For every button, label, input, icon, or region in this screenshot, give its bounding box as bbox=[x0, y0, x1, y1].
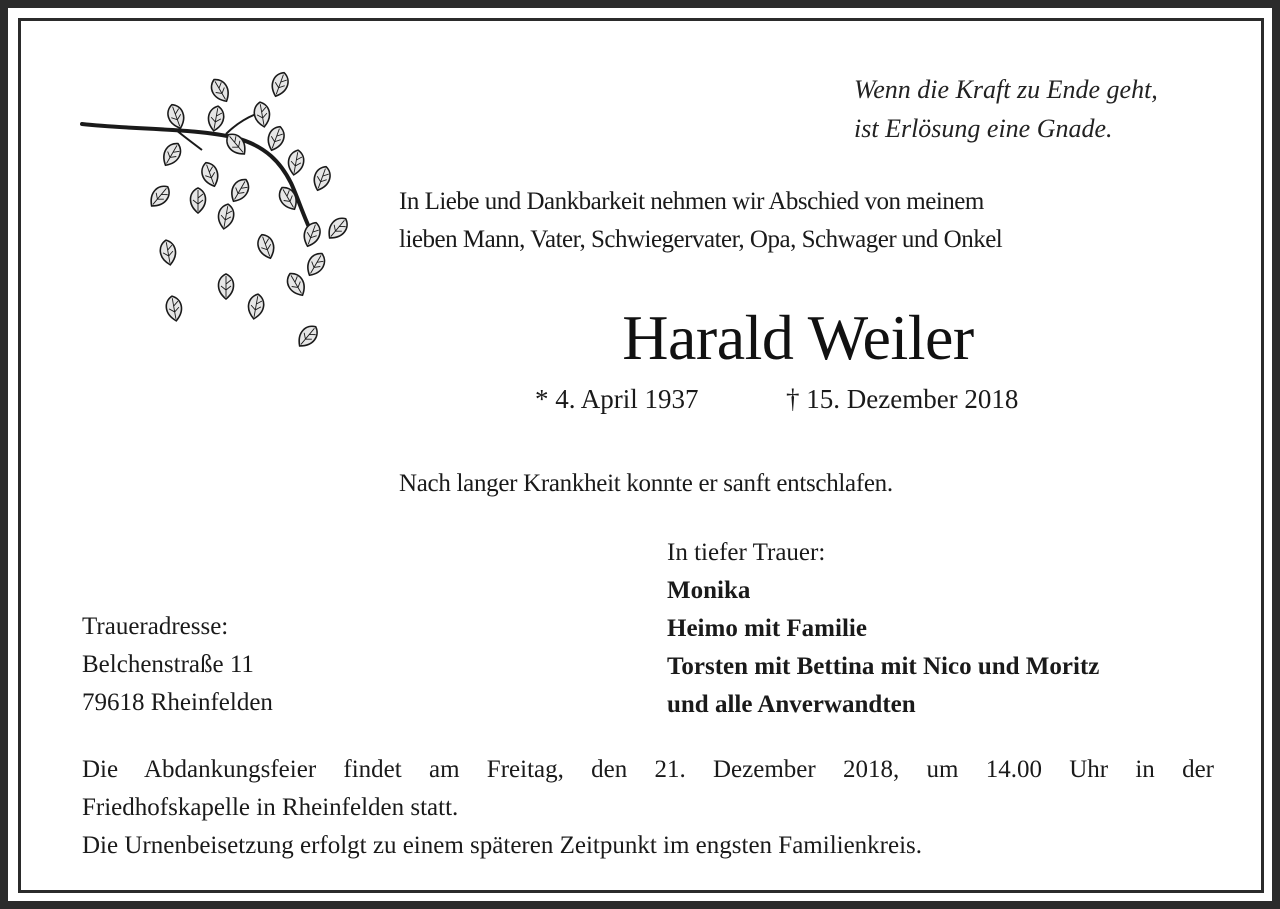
mourner-name: Monika bbox=[667, 577, 751, 604]
epigraph-line: Wenn die Kraft zu Ende geht, bbox=[854, 75, 1158, 104]
mourner-name: und alle Anverwandten bbox=[667, 691, 916, 718]
deceased-name: Harald Weiler bbox=[622, 302, 974, 373]
ceremony-line: Friedhofskapelle in Rheinfelden statt. bbox=[82, 794, 459, 821]
address-city: 79618 Rheinfelden bbox=[82, 689, 273, 716]
ceremony-line: Die Abdankungsfeier findet am Freitag, den 21. Dezember 2018, um 14.00 Uhr in der bbox=[82, 756, 1214, 783]
address-street: Belchenstraße 11 bbox=[82, 651, 254, 678]
passing-message: Nach langer Krankheit konnte er sanft entschlafen. bbox=[399, 470, 893, 497]
mourners-heading: In tiefer Trauer: bbox=[667, 539, 826, 566]
mourning-address bbox=[82, 608, 273, 722]
mourner-name: Heimo mit Familie bbox=[667, 615, 867, 642]
ceremony-info bbox=[82, 751, 1214, 865]
intro-line: In Liebe und Dankbarkeit nehmen wir Abschied von meinem bbox=[399, 188, 984, 215]
epigraph bbox=[854, 70, 1158, 148]
intro-line: lieben Mann, Vater, Schwiegervater, Opa, Schwager und Onkel bbox=[399, 226, 1003, 253]
death-date: † 15. Dezember 2018 bbox=[786, 384, 1019, 414]
birth-date: * 4. April 1937 bbox=[535, 384, 699, 414]
ceremony-line: Die Urnenbeisetzung erfolgt zu einem späteren Zeitpunkt im engsten Familienkreis. bbox=[82, 832, 923, 859]
mourners-block bbox=[667, 534, 1099, 724]
address-label: Traueradresse: bbox=[82, 613, 229, 640]
mourner-name: Torsten mit Bettina mit Nico und Moritz bbox=[667, 653, 1100, 680]
intro-text bbox=[399, 183, 1002, 259]
epigraph-line: ist Erlösung eine Gnade. bbox=[854, 114, 1113, 143]
